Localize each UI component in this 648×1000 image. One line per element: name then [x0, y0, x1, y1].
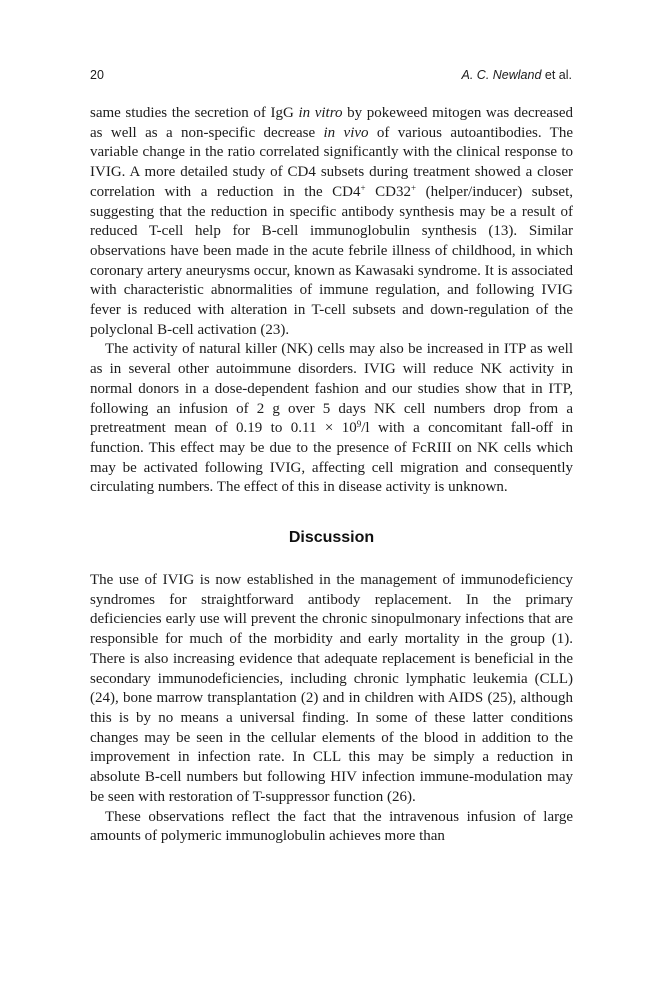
text-run: by pokeweed mitogen was decreased as well as a non-specific decrease	[90, 105, 573, 141]
superscript: +	[410, 182, 417, 193]
article-body	[90, 104, 573, 847]
text-run: CD32	[365, 183, 411, 200]
text-run: (helper/inducer) subset, suggesting that the reduction in specific antibody synthesis may be a result of reduced T-cell help for B-cell immunoglobulin synthesis (13). Similar observations have been made in the acute febrile illness of childhood, in which coronary artery aneurysms occur, known as Kawasaki syndrome. It is associated with characteristic abnormalities of immune regulation, and following IVIG fever is reduced with alteration in T-cell subsets and down-regulation of the polyclonal B-cell activation (23).	[90, 183, 573, 338]
paragraph-discussion-ivig: The use of IVIG is now established in the management of immunodeficiency syndromes for straightforward antibody replacement. In the primary deficiencies early use will prevent the chronic sinopulmonary infections that are responsible for much of the morbidity and early mortality in the group (1). There is also increasing evidence that adequate replacement is beneficial in the secondary immunodeficiencies, including chronic lymphatic leukemia (CLL) (24), bone marrow transplantation (2) and in children with AIDS (25), although this is by no means a universal finding. In some of these latter conditions changes may be seen in the cellular elements of the blood in addition to the improvement in infection rate. In CLL this may be simply a reduction in absolute B-cell numbers but following HIV infection immune-modulation may be seen with restoration of T-suppressor function (26).	[90, 572, 573, 805]
text-run: of various autoantibodies. The variable change in the ratio correlated significantly with the clinical response to IVIG. A more detailed study of CD4 subsets during treatment showed a closer correlation with a reduction in the CD4	[90, 124, 573, 200]
superscript: +	[360, 182, 366, 193]
page-number: 20	[90, 68, 104, 82]
italic-term: in vivo	[323, 124, 369, 141]
italic-term: in vitro	[298, 105, 343, 121]
running-head-authors: A. C. Newland	[461, 68, 542, 82]
section-heading-discussion: Discussion	[288, 529, 375, 547]
running-head	[462, 68, 572, 82]
text-run: The activity of natural killer (NK) cells may also be increased in ITP as well as in several other autoimmune disorders. IVIG will reduce NK activity in normal donors in a dose-dependent fashion and our studies show that in ITP, following an infusion of 2 g over 5 days NK cell numbers drop from a pretreatment mean of 0.19 to 0.11 × 10	[90, 341, 573, 437]
paragraph-discussion-observations: These observations reflect the fact that the intravenous infusion of large amounts of polymeric immunoglobulin achieves more than	[90, 808, 573, 845]
running-head-suffix: et al.	[541, 68, 572, 82]
paragraph-igg-studies	[90, 104, 573, 340]
text-run: same studies the secretion of IgG	[90, 105, 299, 121]
paragraph-nk-cells	[90, 340, 573, 498]
page-header	[90, 68, 572, 88]
text-run: /l with a concomitant fall-off in function. This effect may be due to the presence of FcRIII on NK cells which may be activated following IVIG, affecting cell migration and consequently circulating numbers. The effect of this in disease activity is unknown.	[90, 420, 573, 496]
superscript: 9	[356, 419, 362, 430]
